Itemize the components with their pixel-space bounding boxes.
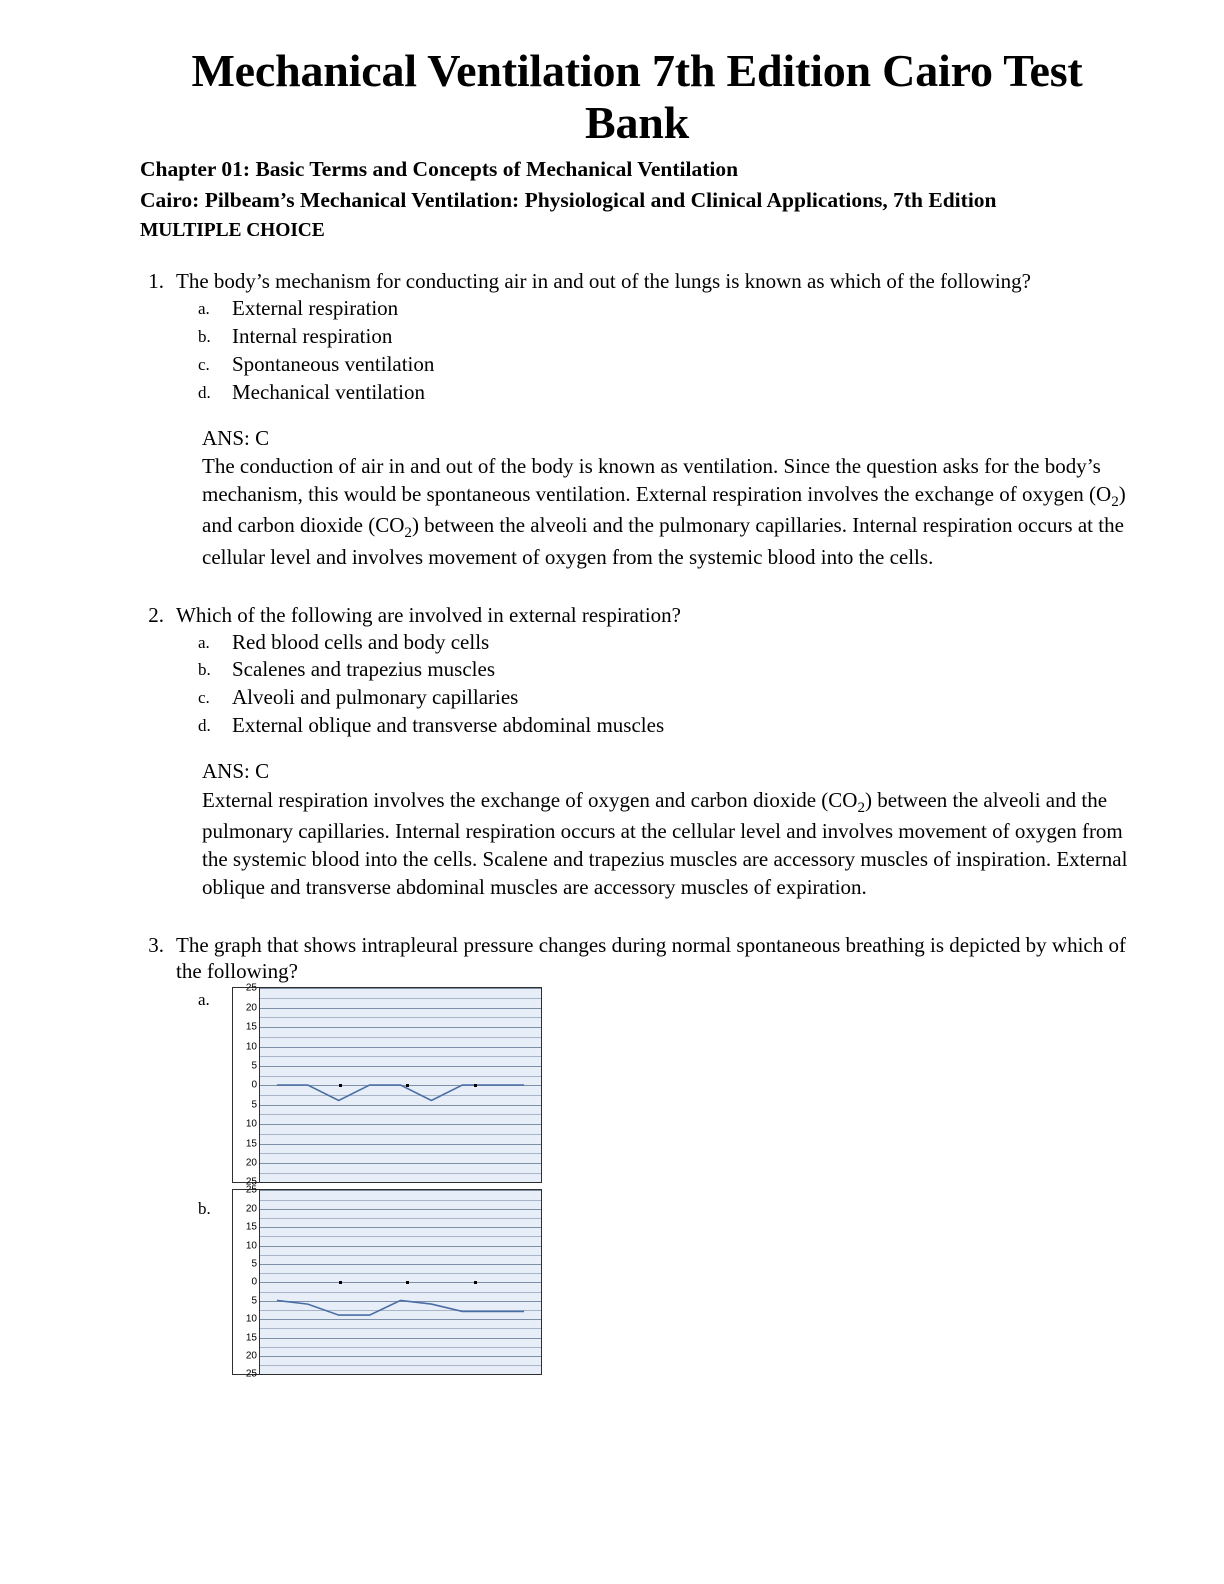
section-heading: MULTIPLE CHOICE bbox=[140, 220, 325, 242]
questions-list bbox=[140, 268, 1134, 1380]
choice-b-graph bbox=[232, 1184, 542, 1380]
list-item bbox=[176, 712, 1134, 740]
list-item bbox=[176, 629, 1134, 657]
chart-y-tick-label: 25 bbox=[245, 982, 257, 994]
chart-plot-area bbox=[259, 1190, 541, 1374]
chart-line-series bbox=[260, 1190, 541, 1374]
choice-letter: b. bbox=[198, 660, 211, 680]
question-stem: The body’s mechanism for conducting air in and out of the lungs is known as which of the following? bbox=[176, 269, 1032, 294]
choice-letter: d. bbox=[198, 716, 211, 736]
chart-y-tick-label: 20 bbox=[245, 1203, 257, 1215]
chart-y-tick-label: 15 bbox=[245, 1221, 257, 1233]
answer-rationale bbox=[202, 453, 1134, 571]
chart-y-tick-label: 25 bbox=[245, 1184, 257, 1196]
spacer bbox=[140, 906, 1134, 932]
spacer bbox=[140, 576, 1134, 602]
subscript: 2 bbox=[1111, 494, 1119, 511]
question-number: 2. bbox=[148, 602, 164, 627]
choice-text: Mechanical ventilation bbox=[232, 380, 426, 404]
choice-text: Spontaneous ventilation bbox=[232, 352, 435, 377]
choice-a-graph bbox=[232, 982, 542, 1188]
chart-y-tick-label: 15 bbox=[245, 1138, 257, 1150]
choice-list bbox=[176, 629, 1134, 741]
chart-line-series bbox=[260, 988, 541, 1182]
chart-y-tick-label: 20 bbox=[245, 1002, 257, 1014]
choice-letter: d. bbox=[198, 383, 211, 402]
choice-letter: c. bbox=[198, 355, 210, 375]
chart-y-tick-label: 20 bbox=[245, 1157, 257, 1169]
rationale-part: ) and carbon dioxide (CO bbox=[202, 482, 1126, 538]
chart-y-tick-label: 10 bbox=[245, 1041, 257, 1053]
subscript: 2 bbox=[857, 799, 866, 816]
chart-y-tick-label: 15 bbox=[245, 1332, 257, 1344]
choice-letter: c. bbox=[198, 688, 210, 708]
choice-text: External respiration bbox=[232, 296, 399, 321]
list-item bbox=[176, 379, 1134, 407]
list-item bbox=[176, 351, 1134, 379]
choice-letter: a. bbox=[198, 299, 210, 319]
chart-y-tick-label: 15 bbox=[245, 1021, 257, 1033]
choice-text: Red blood cells and body cells bbox=[232, 629, 490, 654]
choice-list bbox=[176, 295, 1134, 407]
list-item bbox=[176, 323, 1134, 351]
rationale-part: ) between the alveoli and the pulmonary capillaries. Internal respiration occurs at the cellular level and involves movement of oxygen from the systemic blood into the cells. bbox=[202, 513, 1124, 569]
answer-label: ANS: C bbox=[202, 425, 270, 450]
question-stem: Which of the following are involved in external respiration? bbox=[176, 602, 681, 627]
choice-letter: b. bbox=[198, 1199, 211, 1219]
answer-rationale bbox=[202, 787, 1134, 902]
list-item bbox=[176, 982, 1134, 1188]
chart-zero-marker bbox=[339, 1084, 342, 1087]
chart-y-tick-label: 10 bbox=[245, 1240, 257, 1252]
chart-y-tick-label: 5 bbox=[251, 1258, 257, 1270]
chart-y-tick-label: 0 bbox=[251, 1276, 257, 1288]
choice-text: External oblique and transverse abdominal muscles bbox=[232, 713, 665, 738]
chart-y-tick-label: 20 bbox=[245, 1350, 257, 1362]
chart-y-tick-label: 25 bbox=[245, 1368, 257, 1380]
question-item bbox=[140, 602, 1134, 902]
choice-letter: a. bbox=[198, 632, 210, 652]
list-item bbox=[176, 684, 1134, 712]
chart-zero-marker bbox=[474, 1084, 477, 1087]
chapter-line: Chapter 01: Basic Terms and Concepts of Mechanical Ventilation bbox=[140, 157, 739, 182]
chart-plot-area bbox=[259, 988, 541, 1182]
rationale-part: External respiration involves the exchange of oxygen and carbon dioxide (CO bbox=[202, 787, 858, 812]
answer-label: ANS: C bbox=[202, 759, 270, 784]
list-item bbox=[176, 1184, 1134, 1380]
chart-y-tick-label: 10 bbox=[245, 1118, 257, 1130]
question-number: 3. bbox=[148, 932, 164, 957]
chart-zero-marker bbox=[406, 1084, 409, 1087]
list-item bbox=[176, 656, 1134, 684]
chart-y-tick-label: 5 bbox=[251, 1295, 257, 1307]
page-title: Mechanical Ventilation 7th Edition Cairo Test Bank bbox=[191, 45, 1083, 148]
answer-block bbox=[176, 758, 1134, 901]
chart-y-tick-label: 10 bbox=[245, 1313, 257, 1325]
choice-text: Internal respiration bbox=[232, 324, 393, 349]
chart-y-tick-label: 5 bbox=[251, 1099, 257, 1111]
rationale-part: The conduction of air in and out of the body is known as ventilation. Since the question asks for the body’s mechanism, this would be spontaneous ventilation. External respiration involves the exchange of oxygen (O bbox=[202, 454, 1112, 507]
subscript: 2 bbox=[404, 525, 412, 542]
chart-zero-marker bbox=[339, 1281, 342, 1284]
question-stem: The graph that shows intrapleural pressure changes during normal spontaneous breathing is depicted by which of the following? bbox=[176, 932, 1126, 984]
chart-y-tick-label: 25 bbox=[245, 1176, 257, 1188]
rationale-part: ) between the alveoli and the pulmonary capillaries. Internal respiration occurs at the cellular level and involves movement of oxygen from the systemic blood into the cells. Scalene and trapezius muscles are accessory muscles of inspiration. External oblique and transverse abdominal muscles are accessory muscles of expiration. bbox=[202, 787, 1128, 899]
source-line: Cairo: Pilbeam’s Mechanical Ventilation: Physiological and Clinical Applications, 7th Edition bbox=[140, 187, 997, 212]
chart-zero-marker bbox=[406, 1281, 409, 1284]
chart-y-tick-label: 0 bbox=[251, 1079, 257, 1091]
choice-letter: a. bbox=[198, 990, 210, 1010]
choice-text: Scalenes and trapezius muscles bbox=[232, 657, 495, 682]
chart-zero-marker bbox=[474, 1281, 477, 1284]
choice-text: Alveoli and pulmonary capillaries bbox=[232, 685, 519, 710]
chart-y-tick-label: 5 bbox=[251, 1060, 257, 1072]
list-item bbox=[176, 295, 1134, 323]
question-item bbox=[140, 268, 1134, 571]
question-item bbox=[140, 932, 1134, 1380]
choice-letter: b. bbox=[198, 327, 211, 347]
question-number: 1. bbox=[148, 269, 164, 294]
answer-block bbox=[176, 425, 1134, 572]
